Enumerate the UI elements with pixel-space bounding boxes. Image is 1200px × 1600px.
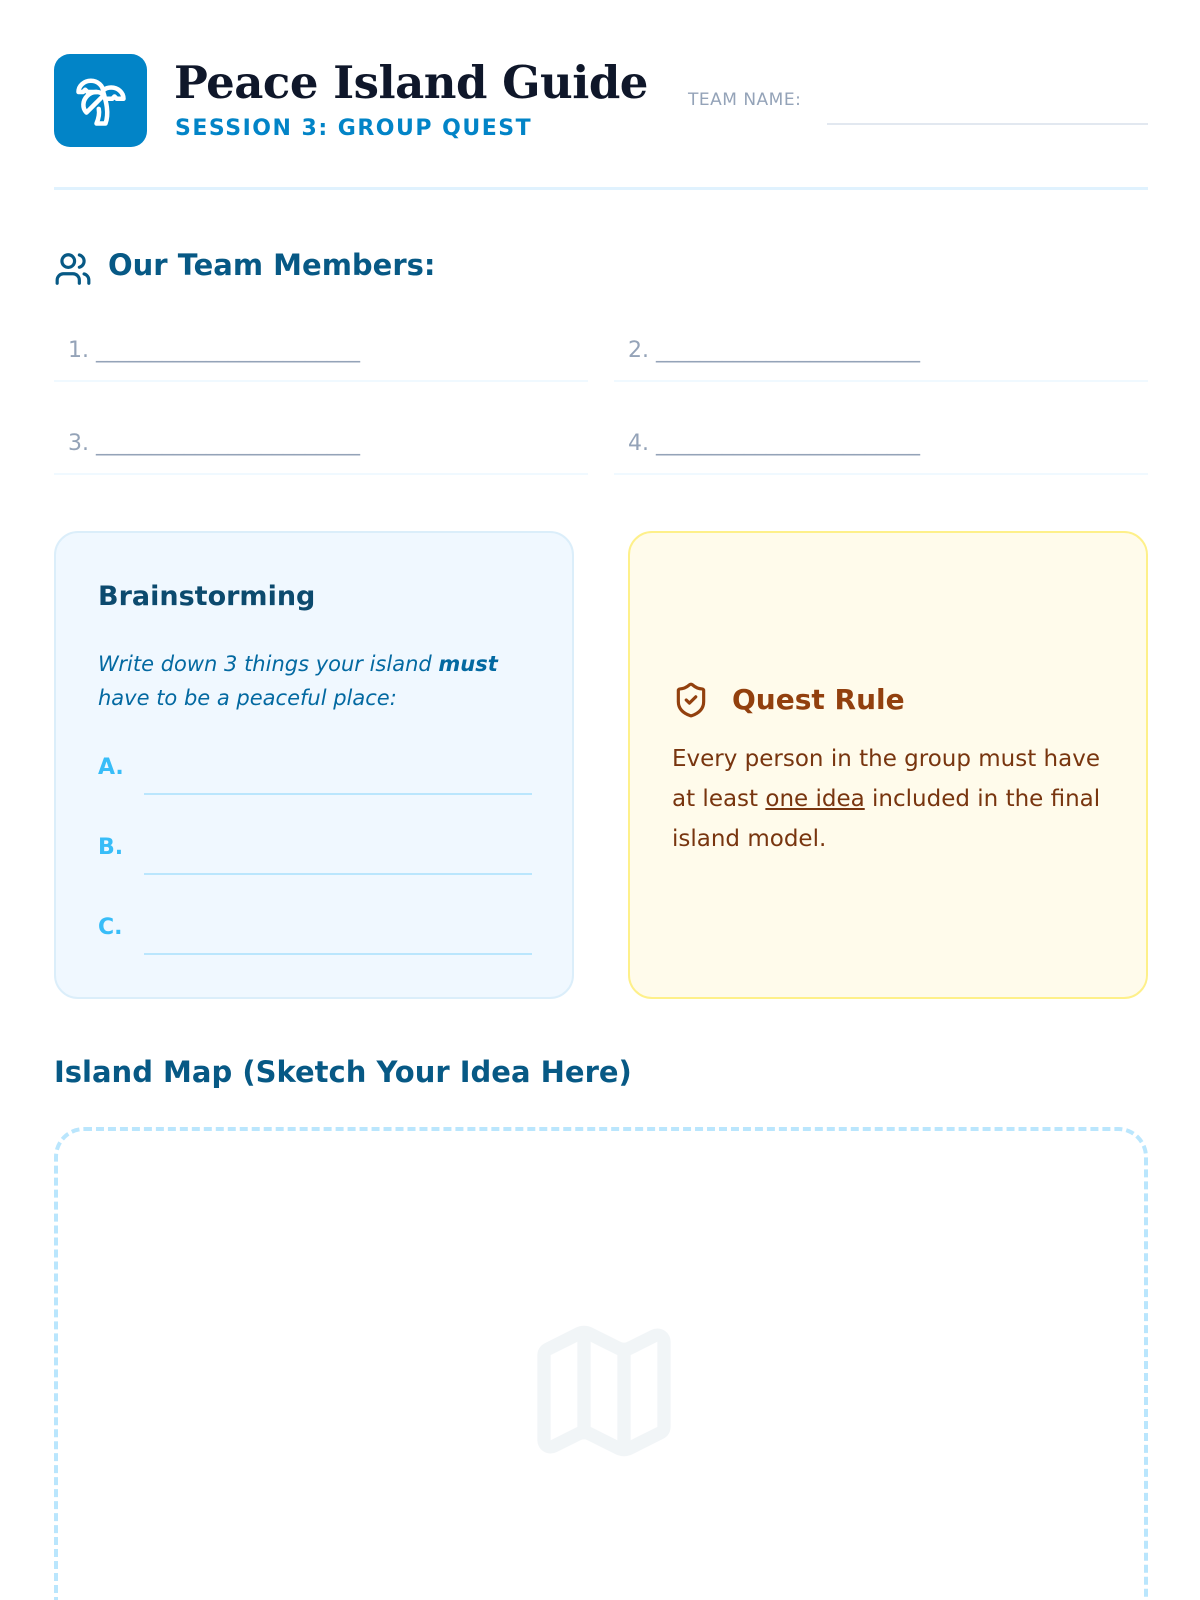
team-member-slot-4[interactable]: 4. ________________________: [614, 415, 1148, 475]
quest-rule-text: Every person in the group must have at least one idea included in the final island model.: [672, 746, 1101, 852]
island-map-sketch-area[interactable]: [54, 1127, 1148, 1600]
team-member-slot-2[interactable]: 2. ________________________: [614, 322, 1148, 382]
brainstorm-label-b: B.: [98, 835, 124, 860]
map-icon: [524, 1311, 684, 1471]
brainstorm-answer-a[interactable]: [144, 793, 532, 795]
page-header: [54, 54, 1148, 148]
brainstorming-title: Brainstorming: [98, 581, 316, 612]
users-icon: [54, 250, 92, 288]
quest-rule-card: [628, 531, 1148, 999]
brainstorm-label-a: A.: [98, 755, 124, 780]
session-subtitle: SESSION 3: GROUP QUEST: [175, 116, 533, 141]
brainstorm-answer-c[interactable]: [144, 953, 532, 955]
palm-tree-icon: [54, 54, 147, 147]
team-member-slot-3[interactable]: 3. ________________________: [54, 415, 588, 475]
team-name-field[interactable]: [827, 123, 1148, 125]
page-title: Peace Island Guide: [174, 56, 648, 109]
team-members-title: Our Team Members:: [108, 248, 436, 282]
island-map-title: Island Map (Sketch Your Idea Here): [54, 1055, 632, 1089]
brainstorm-answer-b[interactable]: [144, 873, 532, 875]
team-name-label: TEAM NAME:: [688, 90, 802, 110]
header-divider: [54, 187, 1148, 190]
shield-check-icon: [672, 681, 710, 719]
quest-rule-title: Quest Rule: [732, 683, 905, 716]
brainstorm-label-c: C.: [98, 915, 123, 940]
brainstorming-prompt: Write down 3 things your island must have to be a peaceful place:: [98, 652, 498, 710]
team-member-slot-1[interactable]: 1. ________________________: [54, 322, 588, 382]
brainstorming-card: [54, 531, 574, 999]
